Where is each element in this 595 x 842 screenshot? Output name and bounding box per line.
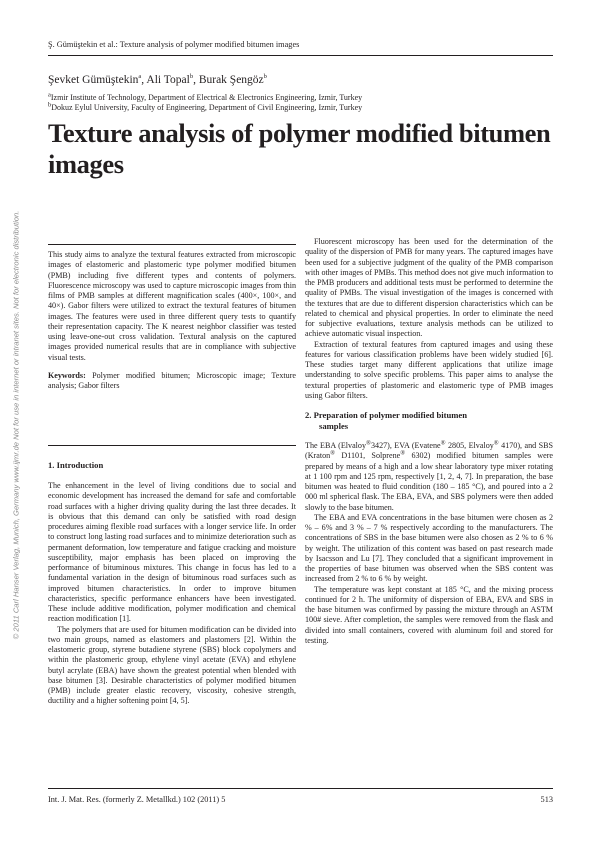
author-separator: , [141,74,147,86]
paragraph: Fluorescent microscopy has been used for the determination of the quality of the dispersion of PMB for many years. The captured images have been used for a subjective judgment of the quality of the PMB comparison with other images of PMBs. This method does not give much information to the PMB producers and additional tests must be performed to determine the quality of PMBs. The visual investigation of the images is concerned with the textures that are due to different dispersion characteristics which can be related to chemical and physical properties. In order to eliminate the need for subjective evaluations, texture analysis methods can be utilized to achieve automatic visual inspection. [305,237,553,339]
registered-mark: ® [440,439,446,447]
author-name: Şevket Gümüştekin [48,74,139,86]
journal-citation: Int. J. Mat. Res. (formerly Z. Metallkd.) 102 (2011) 5 [48,795,226,804]
abstract-text: This study aims to analyze the textural features extracted from microscopic images of elastomeric and plastomeric type polymer modified bitumen (PMB) including five different types and contents of polymers. Fluorescence microscopy was used to capture microscopic images from thin films of PMB samples at different magnification scales (400×, 100×, and 40×). Gabor filters were utilized to extract the textural features of bitumen images. The features were used in three different query tests to quantify their representation capacity. The K nearest neighbor classifier was tested using leave-one-out cross validation. Textural analysis on the captured images provided numerical results that are in compliance with subjective visual tests. [48,250,296,362]
text-run: D1101, Solprene [335,451,401,461]
author-affiliation-mark: b [189,73,194,81]
text-run: 2805, Elvaloy [445,441,494,450]
text-run: 6302) modified bitumen samples were prepared by means of a high and a low shear laboratory type mixer rotating at 1 100 rpm and 125 rpm, respectively [1, 2, 4, 7]. In preparation, the base bitumen was heated to fluid condition (180 – 185 °C), and poured into a 2 000 ml spherical flask. The EBA, EVA, and SBS polymers were then added slowly to the base bitumen. [305,451,553,512]
affiliation-mark: a [48,91,51,99]
affiliation [48,93,362,102]
section-1-body [48,481,296,707]
affiliation-text: Izmir Institute of Technology, Department of Electrical & Electronics Engineering, Izmir, Turkey [50,93,363,102]
copyright-notice: © 2011 Carl Hanser Verlag, Munich, Germany www.ijmr.de Not for use in internet or intranet sites. Not for electronic distribution. [11,210,21,640]
affiliation-text: Dokuz Eylul University, Faculty of Engineering, Department of Civil Engineering, Izmir, Turkey [51,103,363,112]
section-2-heading [305,410,553,432]
paragraph: Extraction of textural features from captured images and using these features for various classification problems have been widely studied [6]. These studies target many different applications that utilize image understanding to solve specific problems. This paper aims to analyse the textural properties of plastomeric and elastomeric type of PMB images using Gabor filters. [305,339,553,400]
author-separator: , [193,74,199,86]
author-name: Ali Topal [146,74,190,86]
affiliation [48,103,362,112]
abstract-block [48,250,296,391]
running-head: Ş. Gümüştekin et al.: Texture analysis of polymer modified bitumen images [48,40,300,49]
author-affiliation-mark: b [263,73,267,81]
right-column [305,237,553,646]
page-number: 513 [540,795,553,804]
section-heading [48,460,296,471]
paragraph: The EBA and EVA concentrations in the base bitumen were chosen as 2 % – 6% and 3 % – 7 % respectively according to the manufacturers. The concentrations of SBS in the base bitumen were also chosen as 2 % to 6 % by weight. The utilization of this content was based on past research made by Isacsson and Lu [7]. They concluded that a significant improvement in the properties of base bitumen was observed when the SBS content was increased from 2 % to 6 % by weight. [305,512,553,584]
registered-mark: ® [400,449,406,457]
keywords-text: Polymer modified bitumen; Microscopic image; Texture analysis; Gabor filters [48,370,296,390]
paragraph [305,441,553,513]
section-2-heading-line: 2. Preparation of polymer modified bitumen [305,410,468,420]
author-name: Burak Şengöz [198,74,264,86]
affiliation-mark: b [48,101,52,109]
section-1-heading: 1. Introduction [48,460,104,470]
text-run: 3427), EVA (Evatene [370,441,441,450]
author-affiliation-mark: a [138,73,142,81]
paragraph: The enhancement in the level of living conditions due to social and economic development has increased the demand for safe and comfortable road surfaces with a higher driving quality during the last three decades. It is obvious that this demand can only be satisfied with road design procedures aiming flexible road surfaces with a longer service life. In order to construct long lasting road surfaces and to minimize deterioration such as permanent deformation, low temperature and fatigue cracking and moisture susceptibility, major emphasis has been placed on improving the performance of bituminous mixtures. This change in focus has led to a fundamental variation in the design of bituminous road surfaces such as improved bitumen characteristics. In order to improve bitumen characteristics, specific performance enhancers have been investigated. These include additive modification, polymer modification and chemical reaction modification [1]. [48,481,296,624]
copyright-sidebar [5,160,27,690]
abstract-top-rule [48,244,296,245]
registered-mark: ® [493,439,499,447]
header-rule [48,55,553,56]
paragraph: The polymers that are used for bitumen modification can be divided into two main groups, named as elastomers and plastomers [2]. Within the elastomeric group, styrene butadiene styrene (SBS) block copolymers and within the plastomeric group, ethylene vinyl acetate (EVA) and ethylene butyl acrylate (EBA) have shown the greatest potential when blended with base bitumen [3]. Desirable characteristics of polymer modified bitumen (PMB) include greater elastic recovery, viscosity, cohesive strength, ductility and a higher softening point [4, 5]. [48,624,296,706]
registered-mark: ® [330,449,336,457]
text-run: The EBA (Elvaloy [305,441,367,450]
paragraph: The temperature was kept constant at 185 °C, and the mixing process continued for 2 h. The uniformity of dispersion of EBA, EVA and SBS in the base bitumen was confirmed by passing the mixture through an ASTM 100# sieve. After completion, the samples were removed from the flask and divided into small containers, covered with aluminum foil and stored for testing. [305,584,553,645]
paper-title: Texture analysis of polymer modified bitumen images [48,118,551,179]
author-list [48,74,267,86]
footer-rule [48,788,553,789]
registered-mark: ® [366,439,371,447]
section-2-heading-line: samples [319,421,349,431]
abstract-bottom-rule [48,445,296,446]
text-run: 4170), and SBS (Kraton [305,441,553,461]
keywords [48,371,296,392]
keywords-label: Keywords: [48,370,86,380]
